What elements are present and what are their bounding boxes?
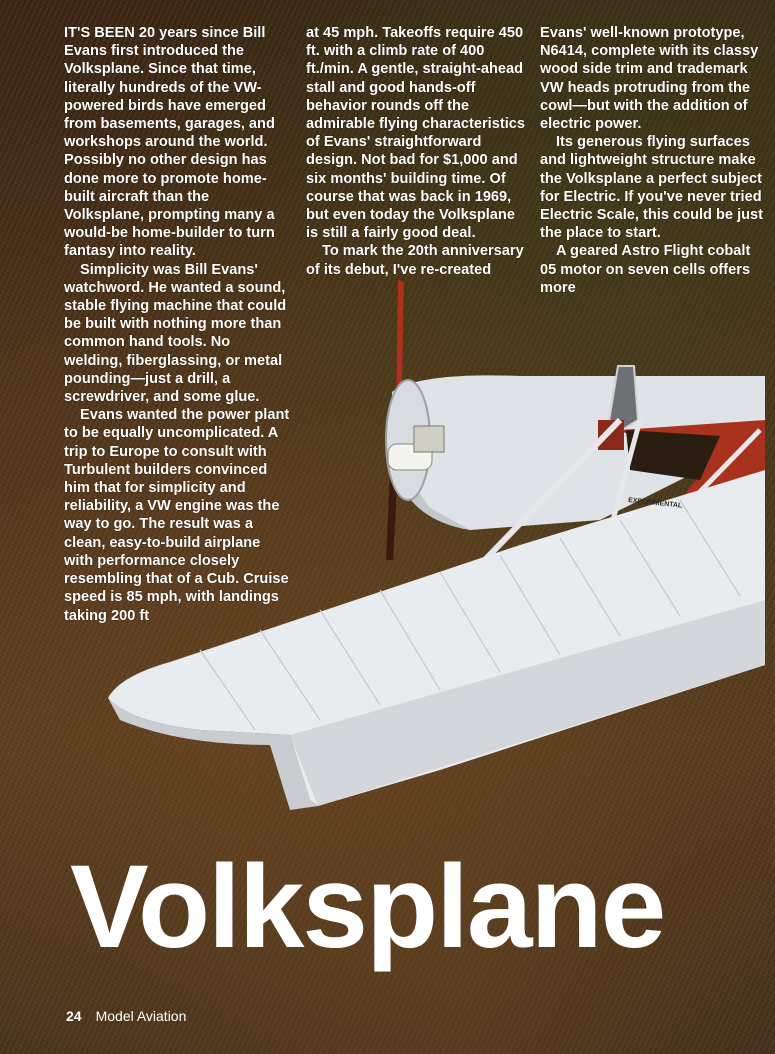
paragraph: To mark the 20th anniversary of its debut, I've re-created	[306, 243, 524, 278]
page-number: 24	[66, 1008, 82, 1024]
paragraph: at 45 mph. Takeoffs require 450 ft. with a climb rate of 400 ft./min. A gentle, straight-ahead stall and good hands-off behavior rounds off the admirable flying characteristics of Evans' straightforward design. Not bad for $1,000 and six months' building time. Of course that was back in 1969, but even today the Volksplane is still a fairly good deal.	[306, 25, 525, 242]
paragraph: Its generous flying surfaces and lightweight structure make the Volksplane a perfect subject for Electric. If you've never tried Electric Scale, this could be just the place to start.	[540, 134, 764, 242]
paragraph: A geared Astro Flight cobalt 05 motor on seven cells offers more	[540, 243, 751, 296]
article-column-3	[540, 24, 768, 297]
publication-name: Model Aviation	[95, 1008, 187, 1024]
paragraph: IT'S BEEN 20 years since Bill Evans first introduced the Volksplane. Since that time, literally hundreds of the VW-powered birds have emerged from basements, garages, and workshops around the world. Possibly no other design has done more to promote home-built aircraft than the Volksplane, prompting many a would-be home-builder to turn fantasy into reality.	[64, 25, 275, 260]
paragraph: Evans' well-known prototype, N6414, complete with its classy wood side trim and trademark VW heads protruding from the cowl—but with the addition of electric power.	[540, 25, 759, 133]
paragraph: Simplicity was Bill Evans' watchword. He wanted a sound, stable flying machine that could be built with nothing more than common hand tools. No welding, fiberglassing, or metal pounding—just a drill, a screwdriver, and some glue.	[64, 261, 287, 406]
fuselage-marking: EXPERIMENTAL	[627, 497, 683, 510]
article-column-1	[64, 24, 292, 625]
page-footer	[66, 1008, 186, 1024]
article-column-2	[306, 24, 528, 279]
paragraph: Evans wanted the power plant to be equally uncomplicated. A trip to Europe to consult with Turbulent builders convinced him that for simplicity and reliability, a VW engine was the way to go. The result was a clean, easy-to-build airplane with performance closely resembling that of a Cub. Cruise speed is 85 mph, with landings taking 200 ft	[64, 407, 290, 624]
headline: Volksplane	[70, 841, 665, 973]
